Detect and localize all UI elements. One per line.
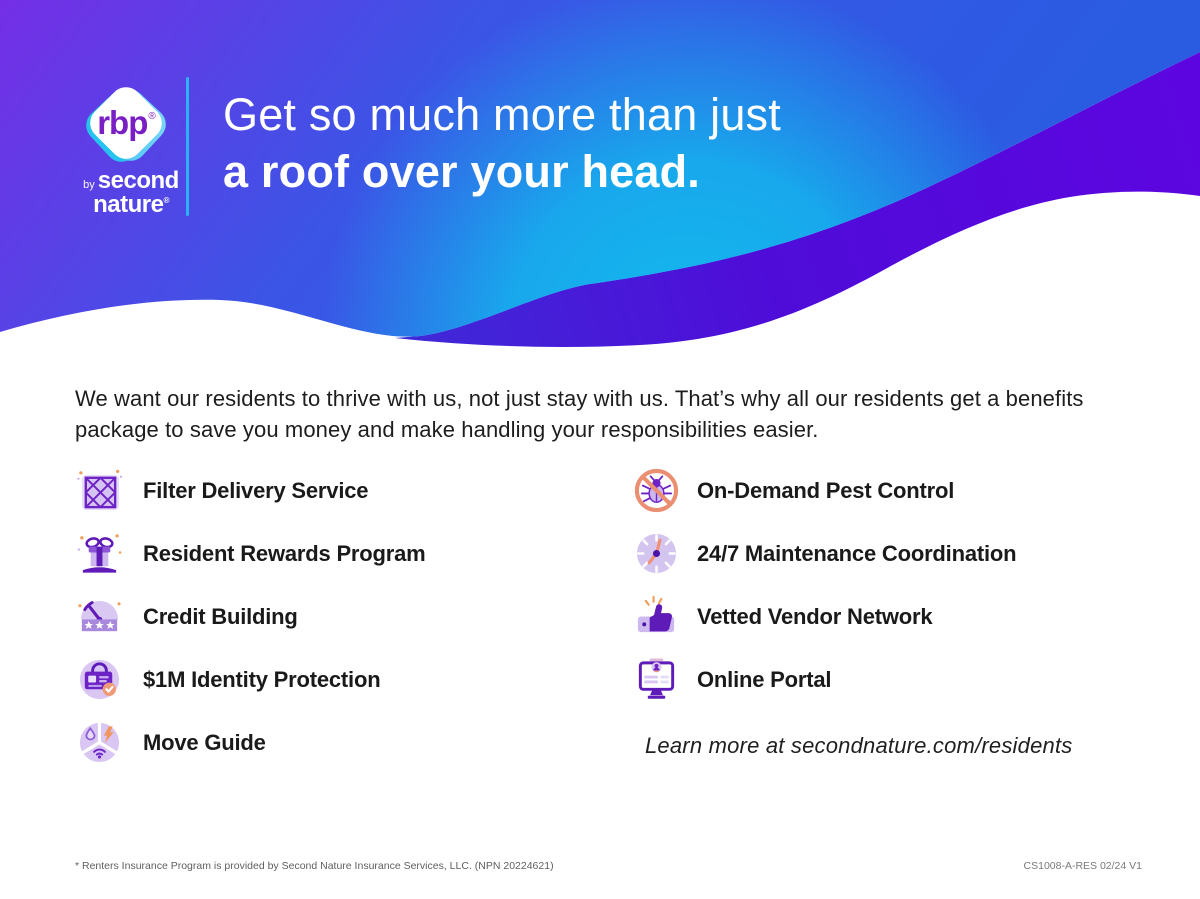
benefit-item-identity-protection [76, 656, 566, 703]
clock-icon [633, 530, 680, 577]
online-portal-icon [633, 656, 680, 703]
benefit-label: Credit Building [143, 603, 298, 629]
headline-line-1: Get so much more than just [223, 89, 781, 140]
footer-disclaimer: * Renters Insurance Program is provided by Second Nature Insurance Services, LLC. (NPN 20224621) [75, 860, 554, 872]
benefit-item-maintenance [633, 530, 1153, 577]
rbp-badge-text: rbp ® [97, 104, 155, 141]
headline [223, 86, 781, 200]
benefit-label: Resident Rewards Program [143, 540, 426, 566]
identity-protection-icon [76, 656, 123, 703]
benefit-label: Vetted Vendor Network [697, 603, 933, 629]
air-filter-icon [76, 467, 123, 514]
rbp-logo [70, 80, 182, 218]
benefits-column-left [76, 467, 566, 782]
brand-word-nature: nature® [93, 191, 169, 218]
learn-more-text: Learn more at secondnature.com/residents [645, 733, 1073, 758]
gift-rewards-icon [76, 530, 123, 577]
benefit-item-move-guide [76, 719, 566, 766]
intro-paragraph: We want our residents to thrive with us, not just stay with us. That’s why all our residents get a benefits package to save you money and make handling your responsibilities easier. [75, 386, 1084, 442]
benefit-label: 24/7 Maintenance Coordination [697, 540, 1017, 566]
benefit-label: $1M Identity Protection [143, 666, 381, 692]
benefit-label: Filter Delivery Service [143, 477, 369, 503]
benefit-label: Move Guide [143, 729, 266, 755]
footer-doc-code: CS1008-A-RES 02/24 V1 [1023, 860, 1142, 872]
brand-word-second: second [97, 167, 179, 194]
headline-line-2: a roof over your head. [223, 146, 701, 197]
benefit-label: Online Portal [697, 666, 832, 692]
byline-prefix: by [83, 179, 95, 191]
second-nature-wordmark [70, 167, 182, 218]
benefit-item-credit-building [76, 593, 566, 640]
benefit-label: On-Demand Pest Control [697, 477, 955, 503]
benefit-item-resident-rewards [76, 530, 566, 577]
vertical-divider [186, 77, 189, 216]
benefit-item-online-portal [633, 656, 1153, 703]
benefit-item-filter-delivery [76, 467, 566, 514]
rbp-badge-icon [83, 80, 169, 166]
benefits-column-right [633, 467, 1153, 719]
thumbs-up-icon [633, 593, 680, 640]
move-utilities-icon [76, 719, 123, 766]
benefit-item-vendor-network [633, 593, 1153, 640]
benefit-item-pest-control [633, 467, 1153, 514]
no-pests-icon [633, 467, 680, 514]
credit-gauge-icon [76, 593, 123, 640]
